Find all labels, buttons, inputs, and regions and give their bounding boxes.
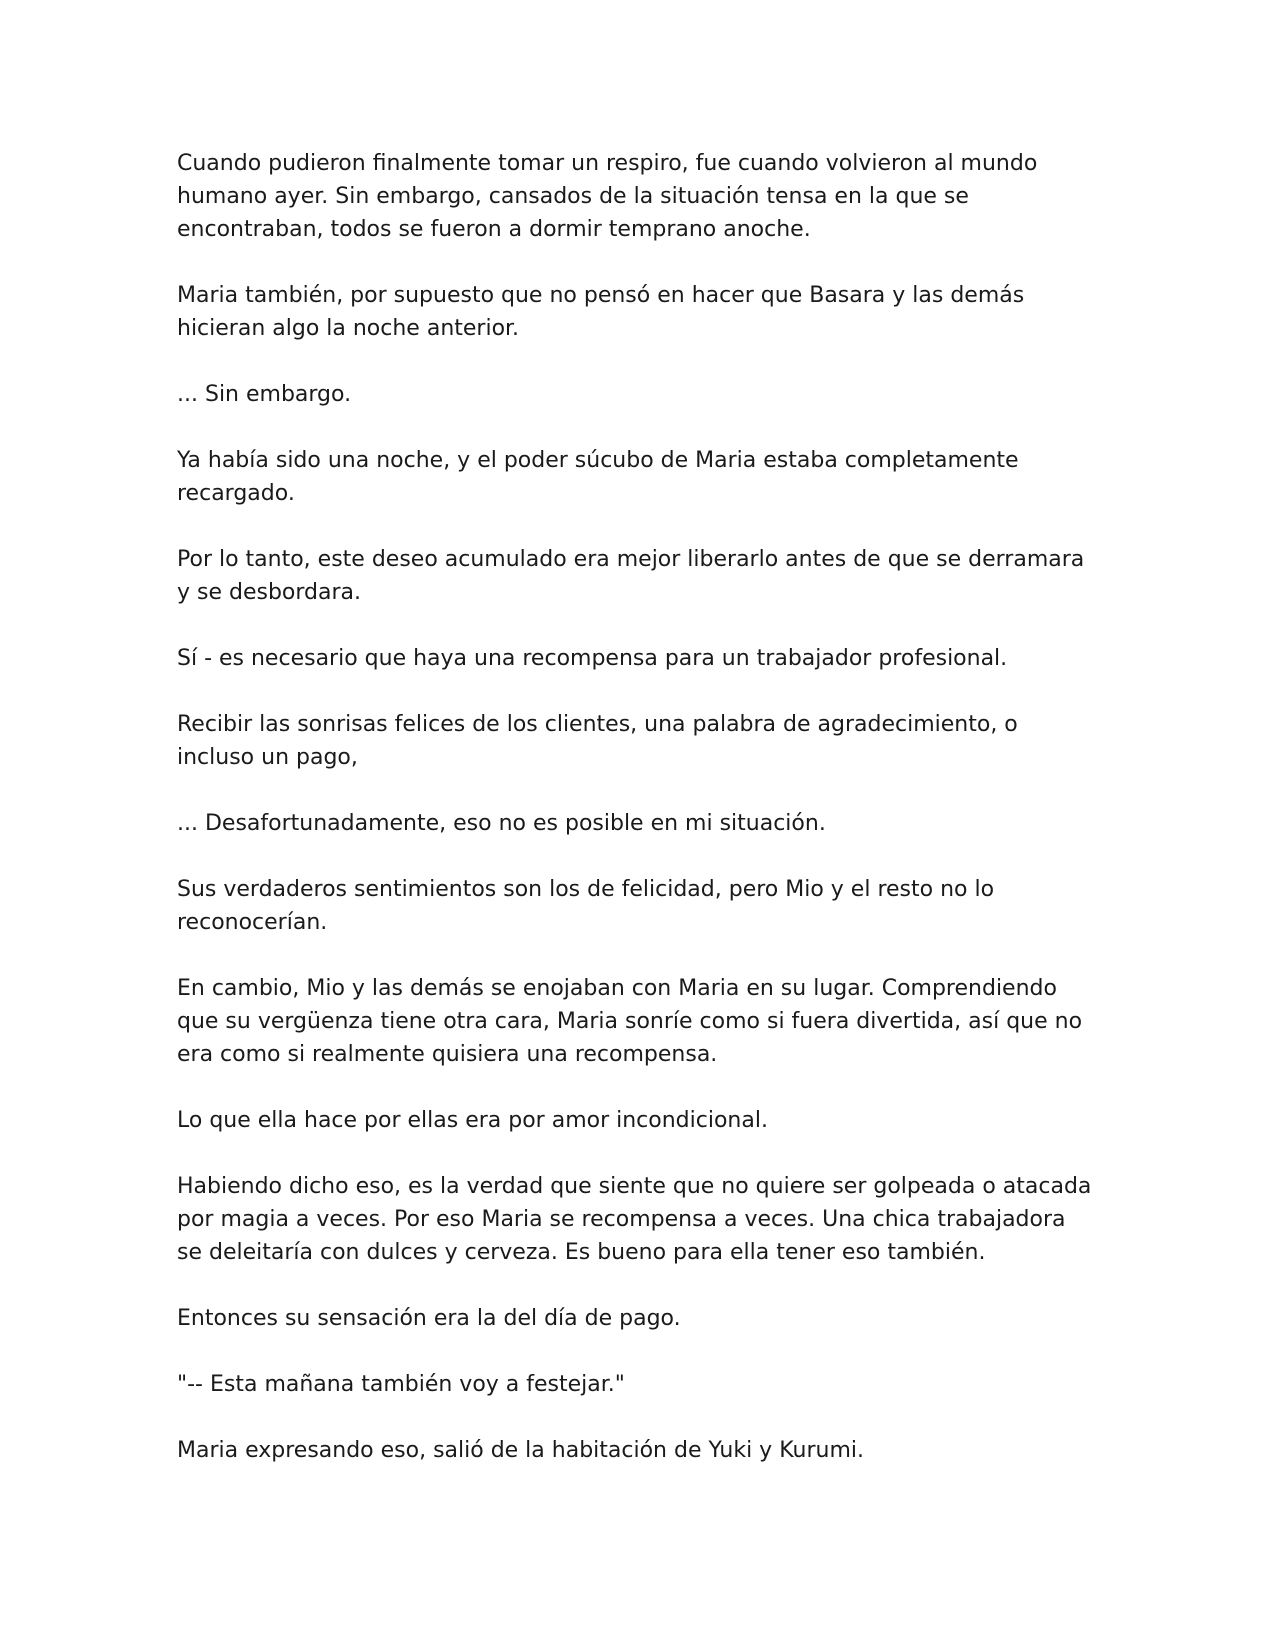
paragraph: "-- Esta mañana también voy a festejar." [177, 1372, 625, 1397]
paragraph: Recibir las sonrisas felices de los clientes, una palabra de agradecimiento, o incluso un pago, [177, 712, 1018, 770]
paragraph: Sus verdaderos sentimientos son los de felicidad, pero Mio y el resto no lo reconocerían. [177, 877, 995, 935]
paragraph: Maria también, por supuesto que no pensó en hacer que Basara y las demás hicieran algo la noche anterior. [177, 283, 1025, 341]
paragraph: ... Desafortunadamente, eso no es posible en mi situación. [177, 811, 826, 836]
paragraph: Lo que ella hace por ellas era por amor incondicional. [177, 1108, 768, 1133]
paragraph: En cambio, Mio y las demás se enojaban con Maria en su lugar. Comprendiendo que su vergüenza tiene otra cara, Maria sonríe como si fuera divertida, así que no era como si realmente quisiera una recompensa. [177, 976, 1083, 1067]
paragraph: Por lo tanto, este deseo acumulado era mejor liberarlo antes de que se derramara y se desbordara. [177, 547, 1085, 605]
paragraph: Habiendo dicho eso, es la verdad que siente que no quiere ser golpeada o atacada por magia a veces. Por eso Maria se recompensa a veces. Una chica trabajadora se deleitaría con dulces y cerveza. Es bueno para ella tener eso también. [177, 1174, 1092, 1265]
paragraph: Ya había sido una noche, y el poder súcubo de Maria estaba completamente recargado. [177, 448, 1019, 506]
paragraph: Maria expresando eso, salió de la habitación de Yuki y Kurumi. [177, 1438, 864, 1463]
paragraph: Cuando pudieron finalmente tomar un respiro, fue cuando volvieron al mundo humano ayer. Sin embargo, cansados de la situación tensa en la que se encontraban, todos se fueron a dormir temprano anoche. [177, 151, 1038, 242]
paragraph: Entonces su sensación era la del día de pago. [177, 1306, 681, 1331]
paragraph: Sí - es necesario que haya una recompensa para un trabajador profesional. [177, 646, 1008, 671]
document-body [177, 147, 1097, 1500]
paragraph: ... Sin embargo. [177, 382, 352, 407]
